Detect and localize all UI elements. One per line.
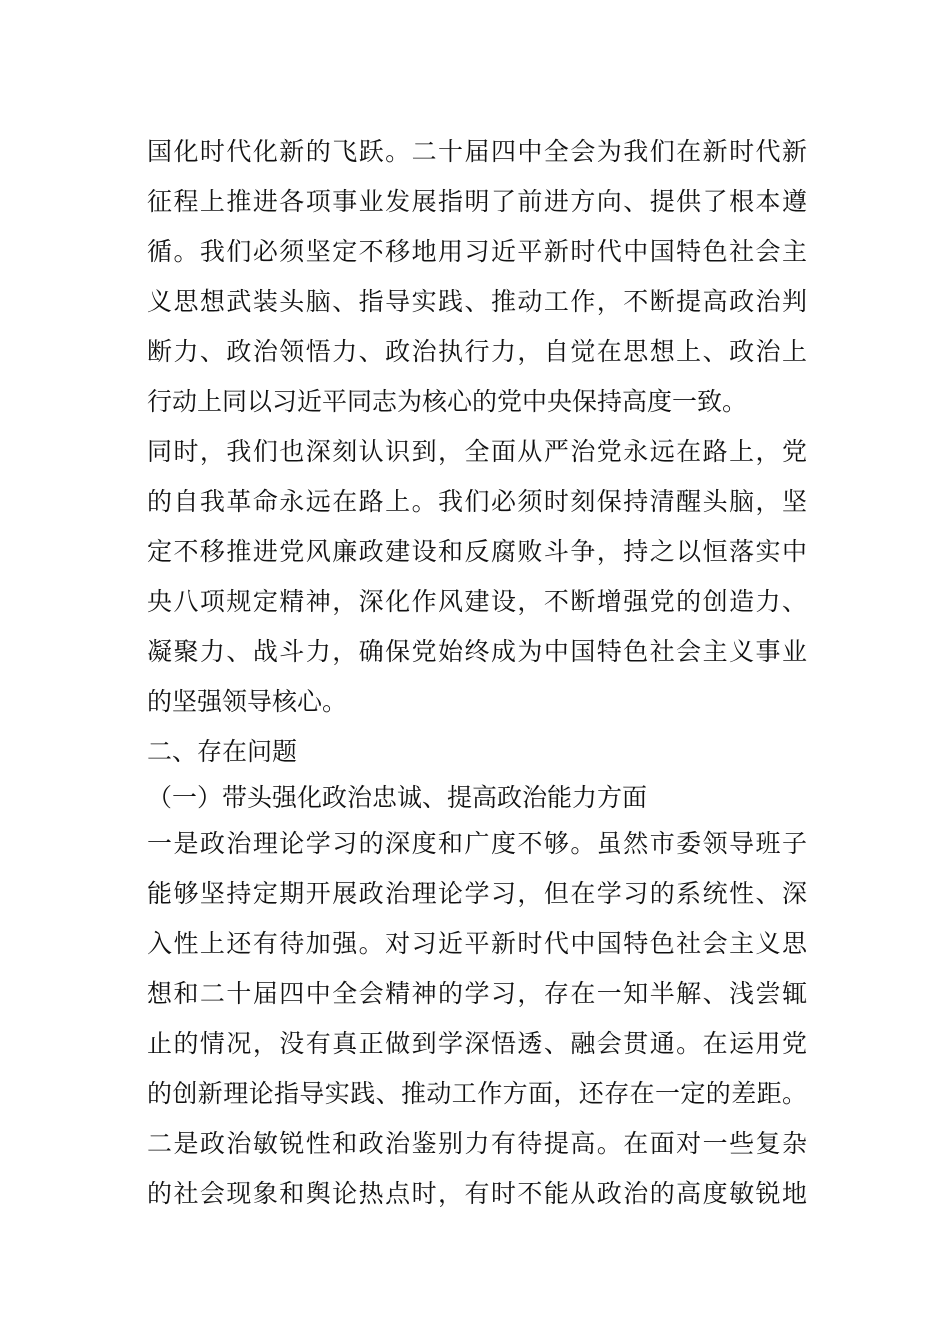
- text-line: 凝聚力、战斗力，确保党始终成为中国特色社会主义事业: [147, 637, 807, 666]
- text-line: 能够坚持定期开展政治理论学习，但在学习的系统性、深: [147, 879, 807, 908]
- text-line: 入性上还有待加强。对习近平新时代中国特色社会主义思: [147, 929, 807, 958]
- text-line: 二是政治敏锐性和政治鉴别力有待提高。在面对一些复杂: [147, 1129, 807, 1158]
- text-line: 定不移推进党风廉政建设和反腐败斗争，持之以恒落实中: [147, 537, 807, 566]
- text-line: 同时，我们也深刻认识到，全面从严治党永远在路上，党: [147, 437, 807, 466]
- text-line: 一是政治理论学习的深度和广度不够。虽然市委领导班子: [147, 829, 807, 858]
- text-line: 的坚强领导核心。: [147, 687, 348, 716]
- text-line: 义思想武装头脑、指导实践、推动工作，不断提高政治判: [147, 287, 807, 316]
- text-line: 的自我革命永远在路上。我们必须时刻保持清醒头脑，坚: [147, 487, 807, 516]
- subsection-heading: （一）带头强化政治忠诚、提高政治能力方面: [147, 783, 648, 812]
- text-line: 想和二十届四中全会精神的学习，存在一知半解、浅尝辄: [147, 979, 807, 1008]
- text-line: 行动上同以习近平同志为核心的党中央保持高度一致。: [147, 387, 748, 416]
- text-line: 央八项规定精神，深化作风建设，不断增强党的创造力、: [147, 587, 807, 616]
- document-body: [147, 132, 807, 1224]
- text-line: 征程上推进各项事业发展指明了前进方向、提供了根本遵: [147, 187, 807, 216]
- text-line: 的社会现象和舆论热点时，有时不能从政治的高度敏锐地: [147, 1179, 807, 1208]
- text-line: 循。我们必须坚定不移地用习近平新时代中国特色社会主: [147, 237, 807, 266]
- text-line: 国化时代化新的飞跃。二十届四中全会为我们在新时代新: [147, 137, 807, 166]
- section-heading: 二、存在问题: [147, 737, 298, 766]
- text-line: 止的情况，没有真正做到学深悟透、融会贯通。在运用党: [147, 1029, 807, 1058]
- text-line: 断力、政治领悟力、政治执行力，自觉在思想上、政治上: [147, 337, 807, 366]
- text-line: 的创新理论指导实践、推动工作方面，还存在一定的差距。: [147, 1079, 807, 1108]
